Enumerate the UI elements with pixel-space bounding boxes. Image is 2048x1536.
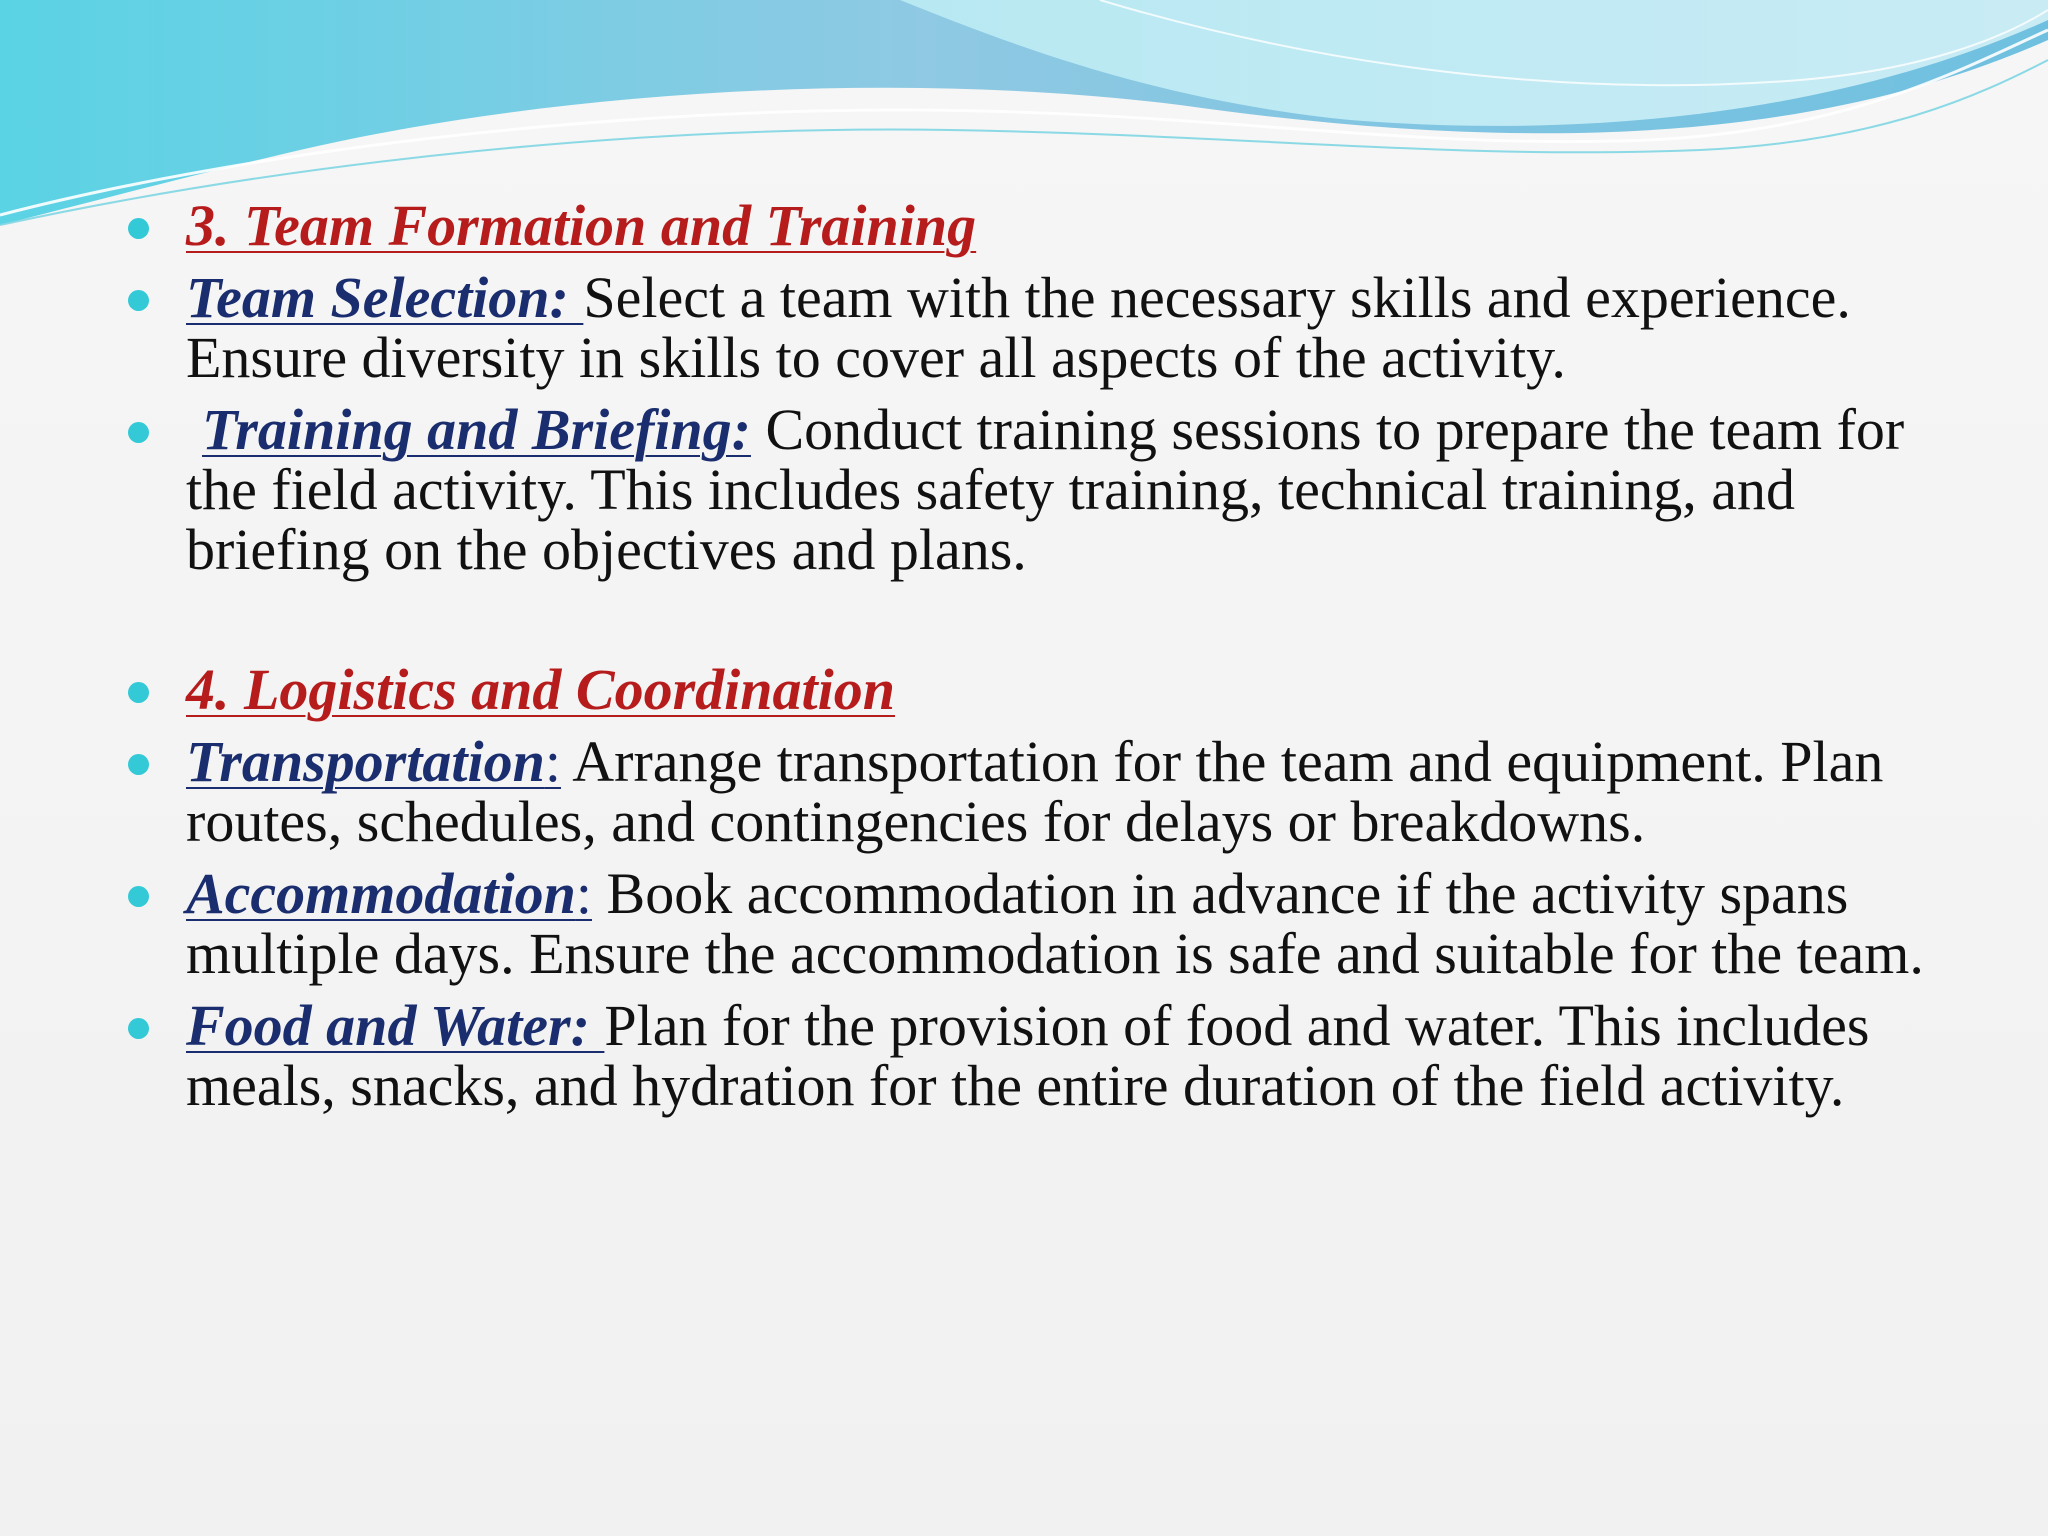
item-description: Select a team with the necessary skills and experience. Ensure diversity in skills to cover all aspects of the activity. (186, 265, 1851, 390)
list-item (128, 657, 1988, 722)
bullet-dot-icon (128, 754, 149, 775)
slide-content (128, 190, 1988, 1128)
list-item (128, 729, 1988, 854)
bullet-dot-icon (128, 886, 149, 907)
section-title: 4. Logistics and Coordination (186, 657, 896, 722)
bullet-dot-icon (128, 218, 149, 239)
bullet-list (128, 193, 1988, 1118)
term-label: Food and Water: (186, 993, 605, 1058)
term-colon: : (575, 861, 593, 926)
term-label: Training and Briefing: (202, 397, 751, 462)
list-item (128, 265, 1988, 390)
bullet-dot-icon (128, 1018, 149, 1039)
item-description: Plan for the provision of food and water. This includes meals, snacks, and hydration for the entire duration of the field activity. (186, 993, 1870, 1118)
term-colon: : (544, 729, 561, 794)
list-item (128, 861, 1988, 986)
bullet-dot-icon (128, 422, 149, 443)
item-description: Arrange transportation for the team and equipment. Plan routes, schedules, and contingencies for delays or breakdowns. (186, 729, 1884, 854)
term-label: Team Selection: (186, 265, 584, 330)
list-item (128, 993, 1988, 1118)
term-label: Transportation (186, 729, 545, 794)
list-item (128, 397, 1988, 582)
item-description: Conduct training sessions to prepare the team for the field activity. This includes safety training, technical training, and briefing on the objectives and plans. (186, 397, 1905, 582)
section-title: 3. Team Formation and Training (186, 193, 977, 258)
list-item (128, 193, 1988, 258)
term-label: Accommodation (186, 861, 576, 926)
bullet-dot-icon (128, 682, 149, 703)
bullet-dot-icon (128, 290, 149, 311)
item-description: Book accommodation in advance if the activity spans multiple days. Ensure the accommodation is safe and suitable for the team. (186, 861, 1924, 986)
